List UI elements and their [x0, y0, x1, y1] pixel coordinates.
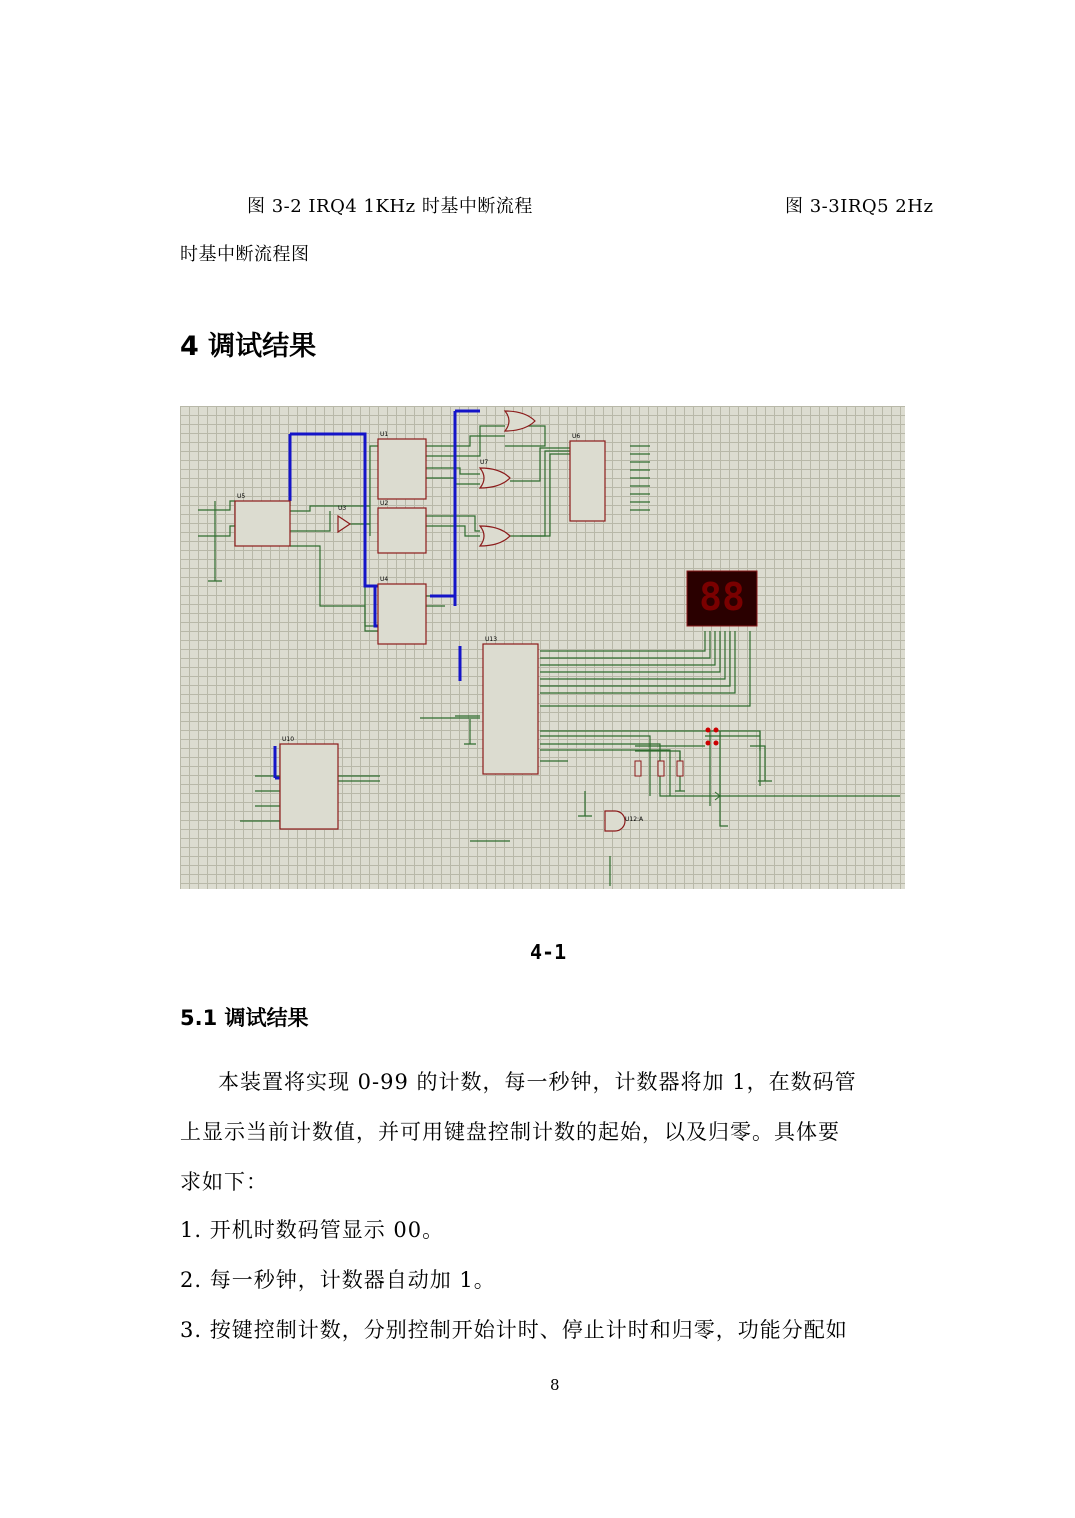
svg-text:U6: U6	[572, 433, 581, 440]
figure-label: 4-1	[530, 940, 567, 964]
circuit-schematic-figure	[180, 406, 905, 889]
paragraph-line: 求如下：	[180, 1170, 268, 1194]
svg-text:U2: U2	[380, 500, 389, 507]
section-heading-4: 4 调试结果	[180, 331, 317, 362]
svg-text:U10: U10	[282, 736, 295, 743]
paragraph-line: 上显示当前计数值，并可用键盘控制计数的起始，以及归零。具体要	[180, 1120, 840, 1144]
schematic-drawing	[180, 406, 905, 889]
paragraph-line: 本装置将实现 0-99 的计数，每一秒钟，计数器将加 1，在数码管	[218, 1070, 857, 1094]
list-item: 3. 按键控制计数，分别控制开始计时、停止计时和归零，功能分配如	[180, 1318, 848, 1342]
list-item: 1. 开机时数码管显示 00。	[180, 1218, 445, 1242]
svg-text:U1: U1	[380, 431, 389, 438]
svg-text:U4: U4	[380, 576, 389, 583]
list-item: 2. 每一秒钟，计数器自动加 1。	[180, 1268, 496, 1292]
page-number: 8	[550, 1376, 560, 1394]
svg-text:U13: U13	[485, 636, 498, 643]
resistors	[635, 761, 683, 776]
svg-text:U3: U3	[338, 505, 347, 512]
figure-caption-3-3: 图 3-3IRQ5 2Hz	[785, 196, 934, 217]
figure-caption-wrap: 时基中断流程图	[180, 244, 310, 265]
svg-text:U7: U7	[480, 459, 489, 466]
section-heading-5-1: 5.1 调试结果	[180, 1006, 309, 1030]
display-digits: 88	[699, 575, 745, 619]
figure-caption-3-2: 图 3-2 IRQ4 1KHz 时基中断流程	[247, 196, 533, 217]
seven-segment-display	[687, 571, 757, 626]
svg-text:U5: U5	[237, 493, 246, 500]
svg-text:U12:A: U12:A	[625, 816, 644, 823]
